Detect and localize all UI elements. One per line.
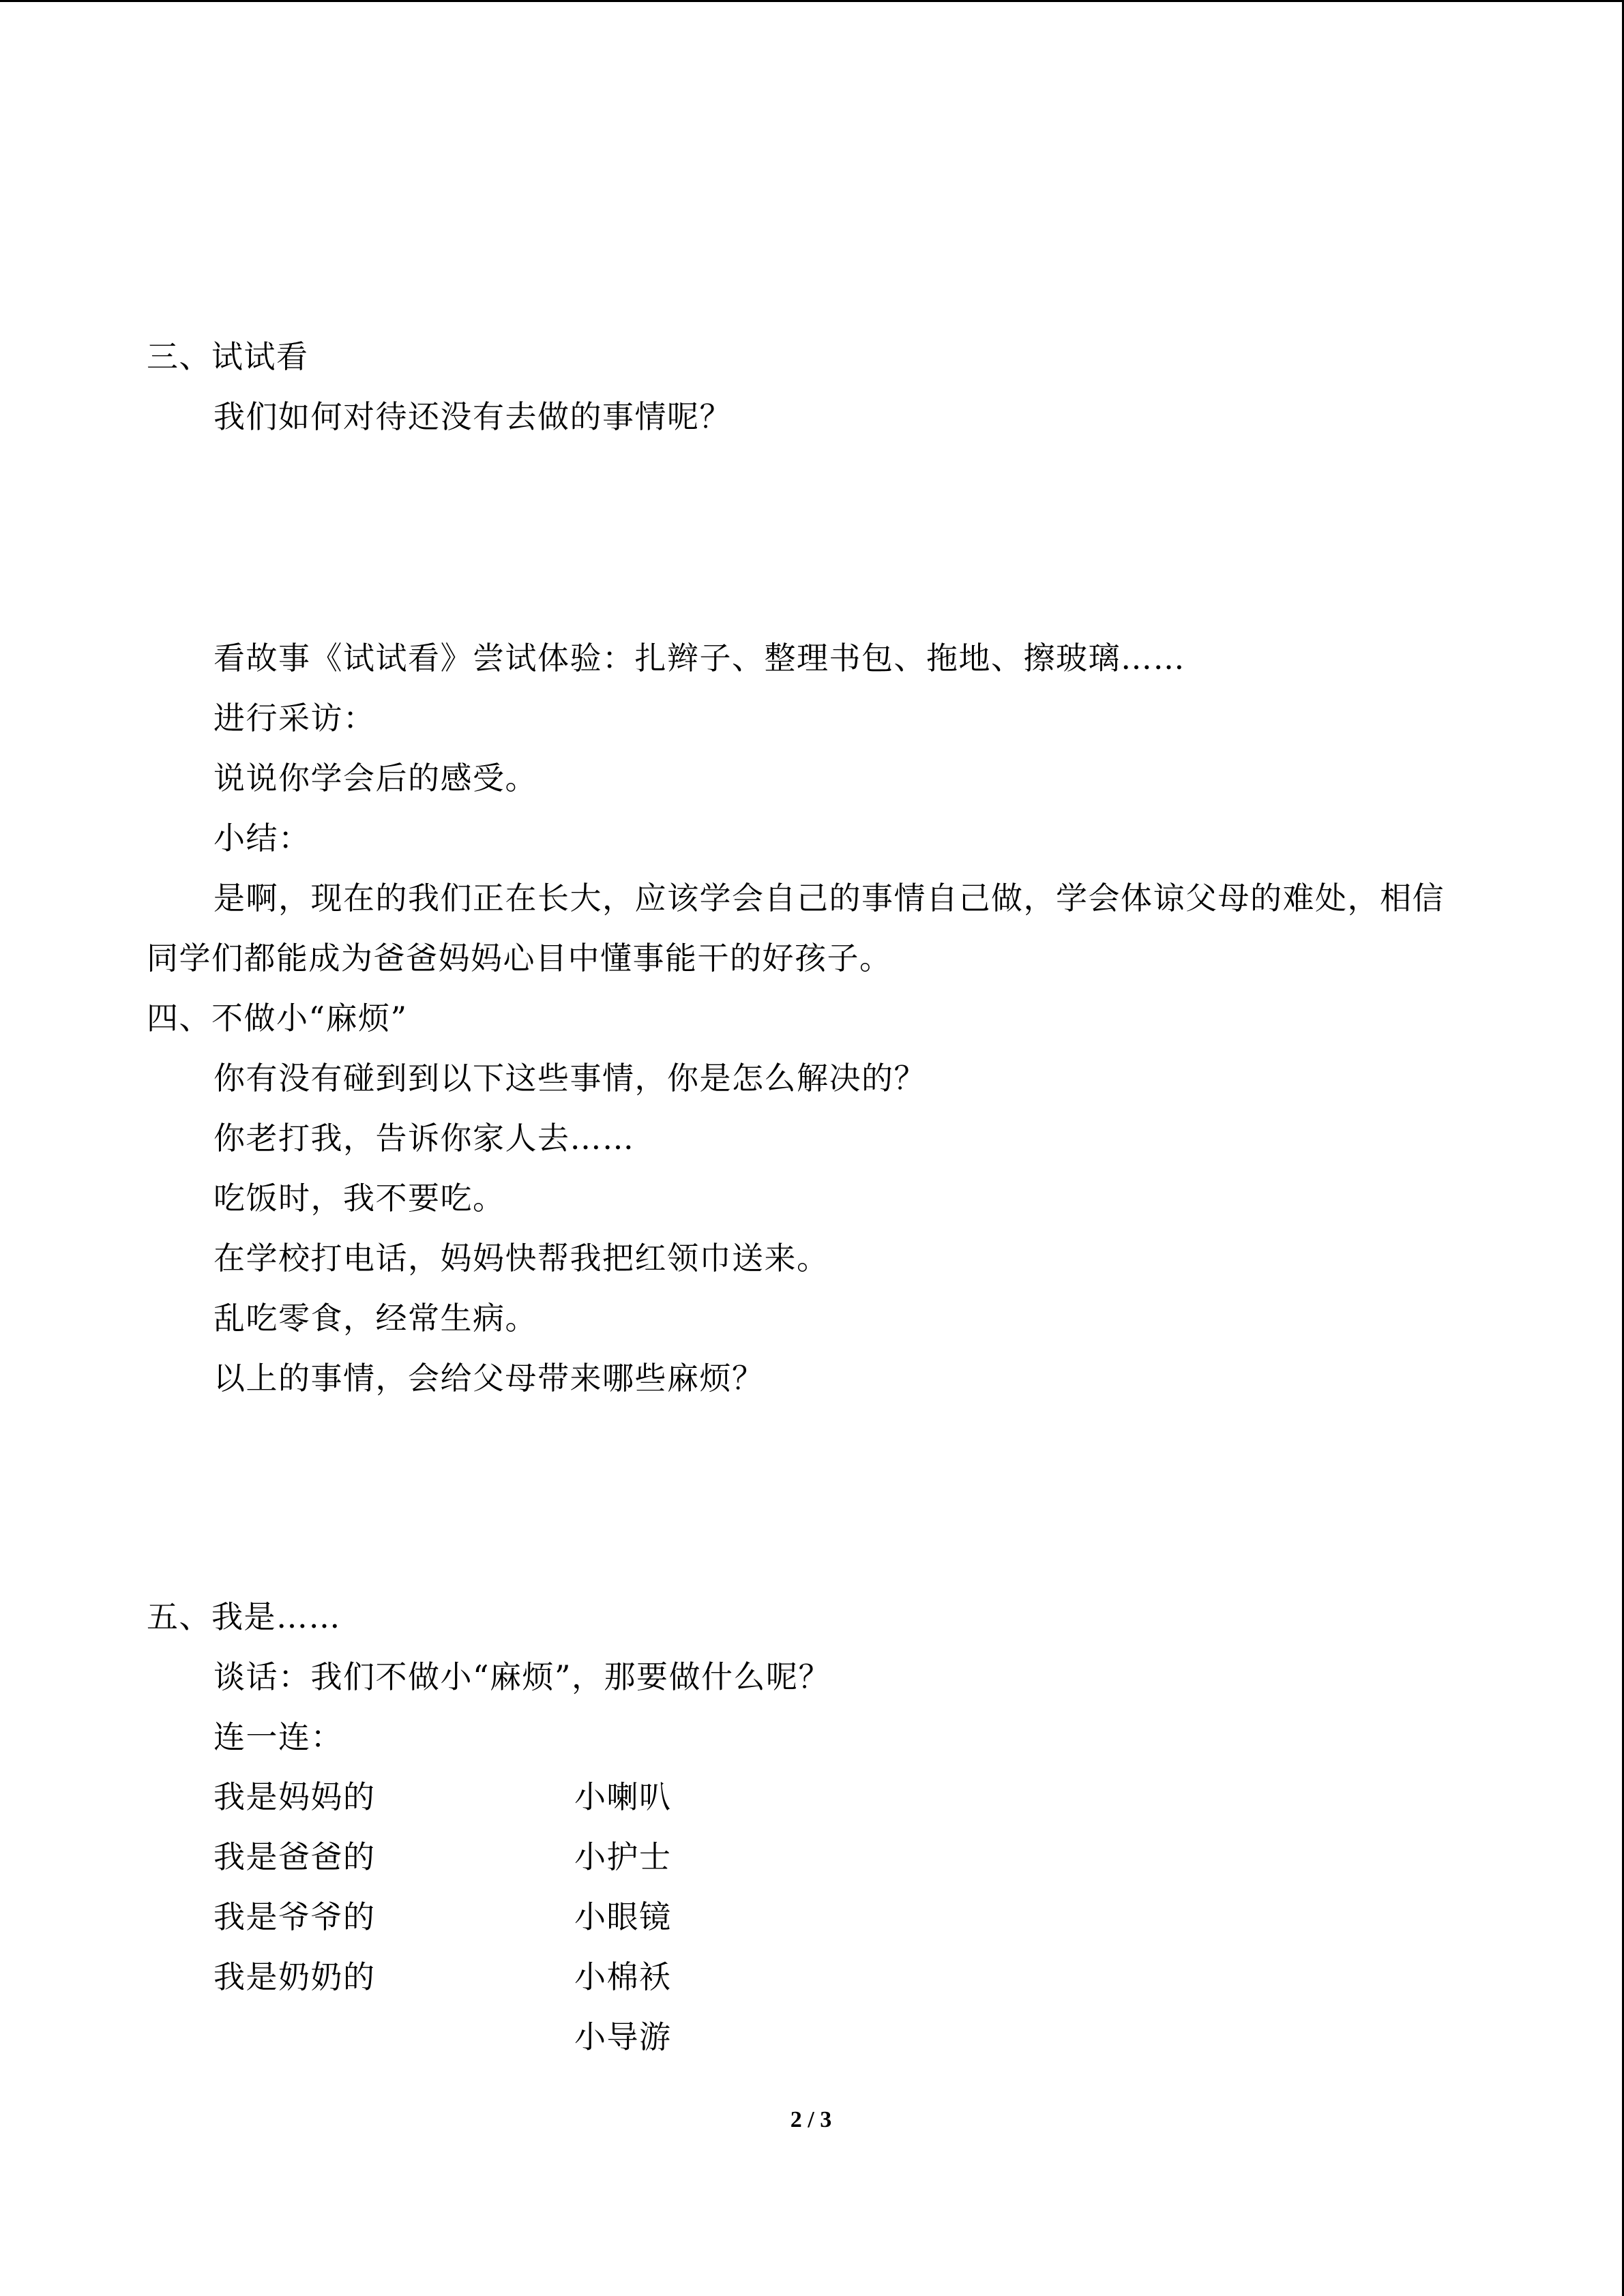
section-5-talk: 谈话：我们不做小“麻烦”，那要做什么呢？	[213, 1658, 831, 1695]
match-right-item: 小眼镜	[574, 1898, 672, 1935]
section-4-item: 在学校打电话，妈妈快帮我把红领巾送来。	[213, 1240, 829, 1277]
section-3-summary-line-1: 是啊，现在的我们正在长大，应该学会自己的事情自己做，学会体谅父母的难处，相信	[213, 880, 1445, 916]
page-number: 2 / 3	[790, 2107, 832, 2132]
section-4-question: 你有没有碰到到以下这些事情，你是怎么解决的？	[213, 1060, 926, 1097]
section-3-question: 我们如何对待还没有去做的事情呢？	[213, 398, 732, 435]
section-3-summary-line-2: 同学们都能成为爸爸妈妈心目中懂事能干的好孩子。	[147, 940, 892, 976]
section-5-heading: 五、我是……	[147, 1598, 341, 1635]
match-left-item: 我是爷爷的	[213, 1898, 376, 1935]
section-3-story: 看故事《试试看》尝试体验：扎辫子、整理书包、拖地、擦玻璃……	[213, 640, 1185, 676]
match-left-item: 我是奶奶的	[213, 1958, 376, 1995]
match-right-item: 小导游	[574, 2018, 672, 2055]
section-3-interview: 进行采访：	[213, 700, 376, 736]
section-4-heading: 四、不做小“麻烦”	[147, 1000, 408, 1037]
section-4-item: 乱吃零食，经常生病。	[213, 1300, 537, 1337]
section-3-heading: 三、试试看	[147, 338, 309, 375]
section-3-summary-label: 小结：	[213, 820, 311, 856]
match-right-item: 小喇叭	[574, 1778, 672, 1815]
match-right-item: 小棉袄	[574, 1958, 672, 1995]
section-3-feeling: 说说你学会后的感受。	[213, 760, 537, 796]
match-left-item: 我是爸爸的	[213, 1838, 376, 1875]
section-4-item: 吃饭时，我不要吃。	[213, 1180, 505, 1217]
section-4-item: 你老打我，告诉你家人去……	[213, 1120, 635, 1157]
match-right-item: 小护士	[574, 1838, 672, 1875]
section-5-match-label: 连一连：	[213, 1718, 343, 1755]
section-4-followup: 以上的事情，会给父母带来哪些麻烦？	[213, 1360, 765, 1397]
match-left-item: 我是妈妈的	[213, 1778, 376, 1815]
